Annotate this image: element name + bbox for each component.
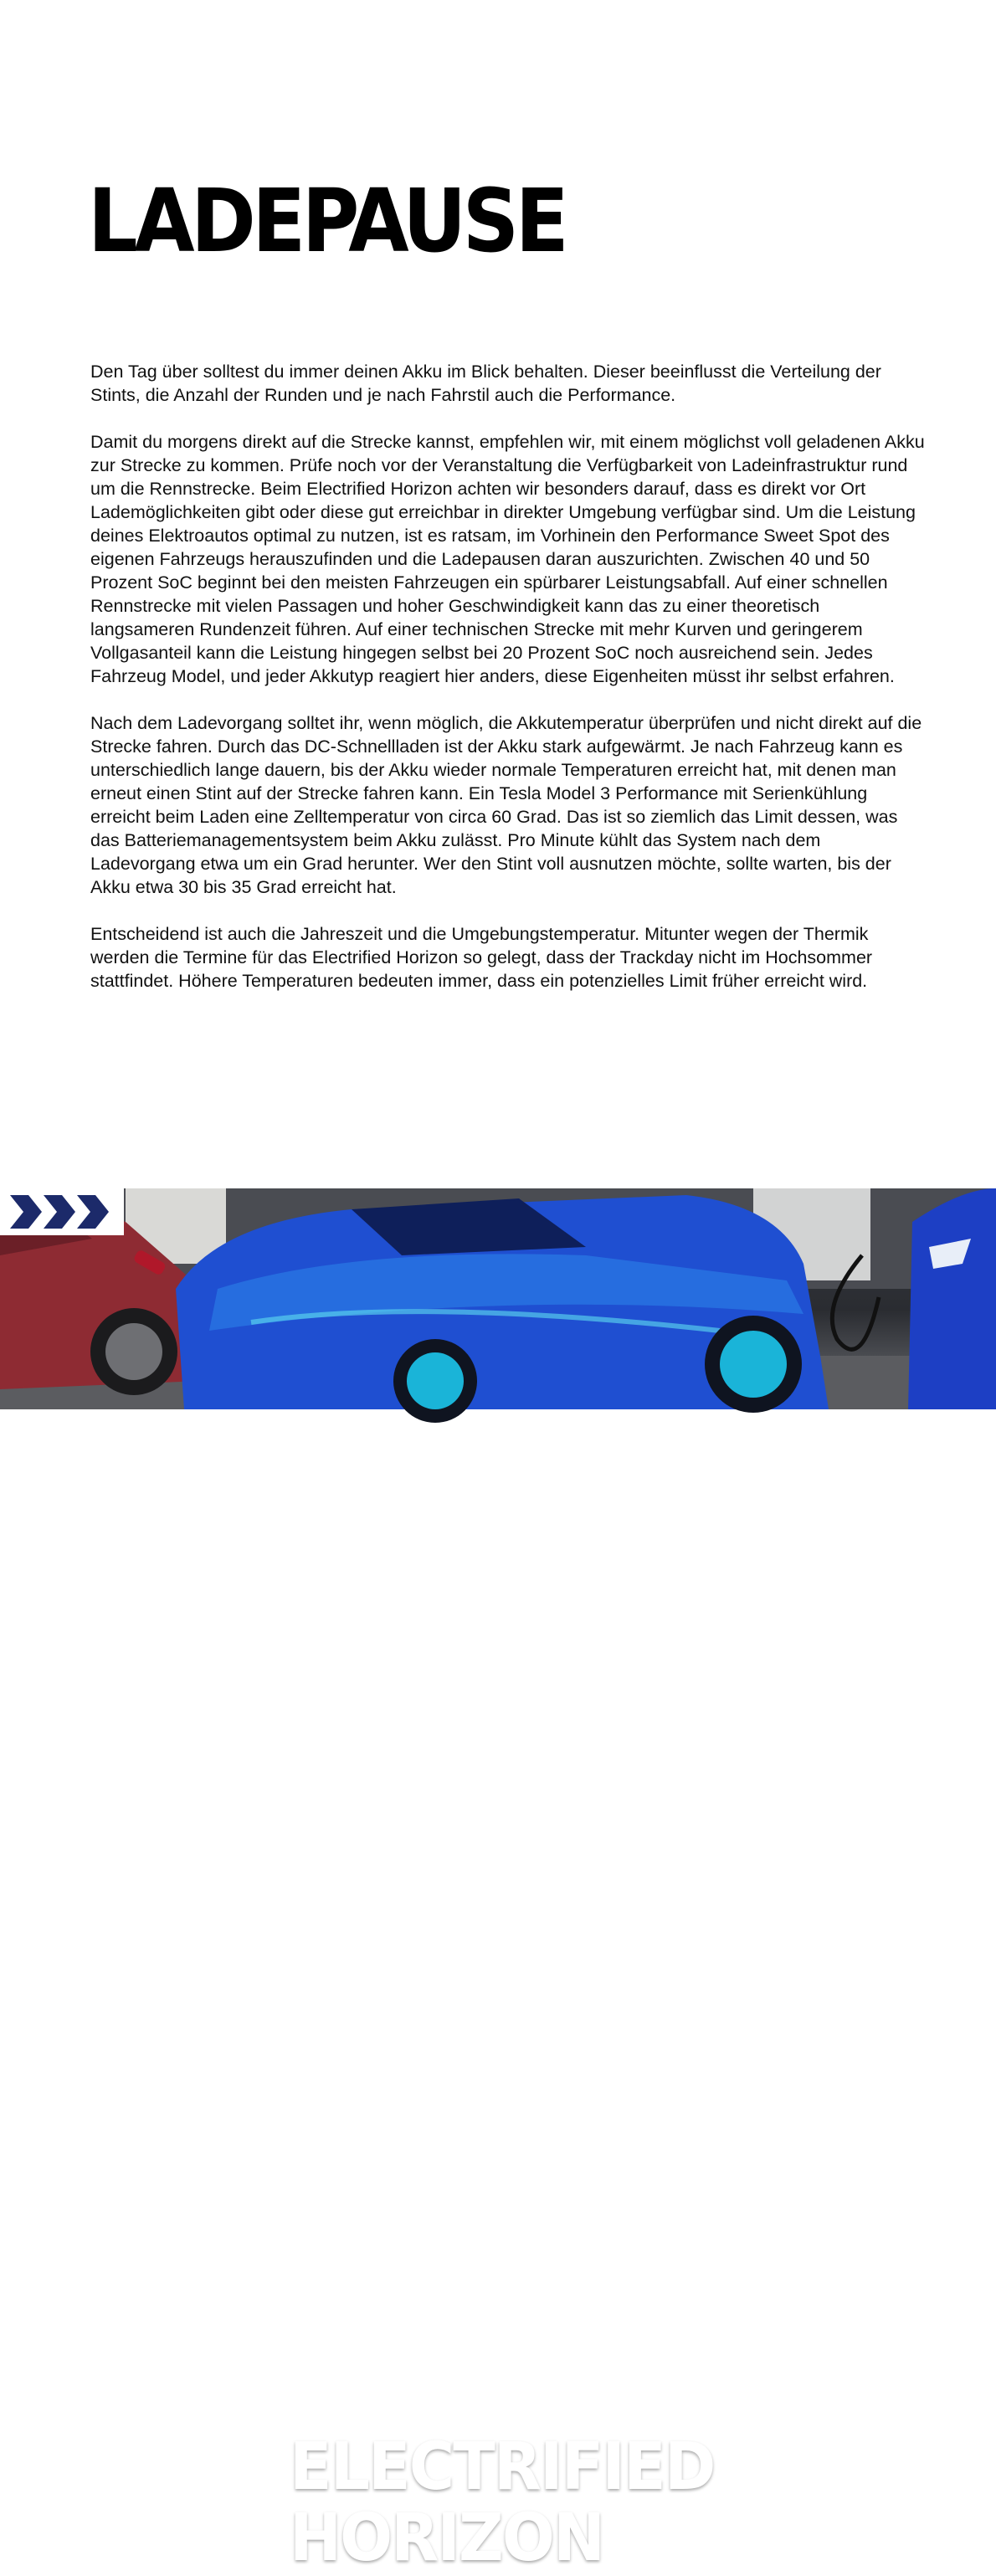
paragraph-season: Entscheidend ist auch die Jahreszeit und die Umgebungstemperatur. Mitunter wegen der Thermik werden die Termine für das Electrified Horizon so gelegt, dass der Trackday nicht im Hochsommer stattfindet. Höhere Temperaturen bedeuten immer, dass ein potenzielles Limit früher erreicht wird. — [90, 924, 873, 991]
red-car-rim — [105, 1323, 162, 1380]
paragraph-battery-temperature: Nach dem Ladevorgang solltet ihr, wenn möglich, die Akkutemperatur überprüfen und nicht direkt auf die Strecke fahren. Durch das DC-Schnellladen ist der Akku stark aufgewärmt. Je nach Fahrzeug kann es unterschiedlich lange dauern, bis der Akku wieder normale Temperaturen erreicht hat, mit denen man erneut einen Stint auf der Strecke fahren kann. Ein Tesla Model 3 Performance mit Serienkühlung erreicht beim Laden eine Zelltemperatur von circa 60 Grad. Das ist so ziemlich das Limit dessen, was das Batteriemanagementsystem beim Akku zulässt. Pro Minute kühlt das System nach dem Ladevorgang etwa um ein Grad herunter. Wer den Stint voll ausnutzen möchte, sollte warten, bis der Akku etwa 30 bis 35 Grad erreicht hat. — [90, 713, 922, 897]
article-body — [90, 360, 927, 1016]
logo-text-electrified: ELECTRIFIED — [290, 2430, 715, 2505]
paragraph-intro: Den Tag über solltest du immer deinen Akku im Blick behalten. Dieser beeinflusst die Verteilung der Stints, die Anzahl der Runden und je nach Fahrstil auch die Performance. — [90, 362, 881, 405]
right-car-body — [908, 1188, 996, 1409]
page-title: LADEPAUSE — [88, 170, 566, 272]
logo-text-horizon: HORIZON — [290, 2501, 604, 2576]
chevrons-right-icon — [0, 1188, 124, 1235]
footer-banner-photo — [0, 1188, 996, 2576]
blue-car-front-rim — [407, 1352, 464, 1409]
paragraph-charging-planning: Damit du morgens direkt auf die Strecke kannst, empfehlen wir, mit einem möglichst voll geladenen Akku zur Strecke zu kommen. Prüfe noch vor der Veranstaltung die Verfügbarkeit von Ladeinfrastruktur rund um die Rennstrecke. Beim Electrified Horizon achten wir besonders darauf, dass es direkt vor Ort Lademöglichkeiten gibt oder diese gut erreichbar in direkter Umgebung verfügbar sind. Um die Leistung deines Elektroautos optimal zu nutzen, ist es ratsam, im Vorhinein den Performance Sweet Spot des eigenen Fahrzeugs herauszufinden und die Ladepausen daran auszurichten. Zwischen 40 und 50 Prozent SoC beginnt bei den meisten Fahrzeugen ein spürbarer Leistungsabfall. Auf einer schnellen Rennstrecke mit vielen Passagen und hoher Geschwindigkeit kann das zu einer theoretisch langsameren Rundenzeit führen. Auf einer technischen Strecke mit mehr Kurven und geringerem Vollgasanteil kann die Leistung hingegen selbst bei 20 Prozent SoC noch ausreichend sein. Jedes Fahrzeug Model, und jeder Akkutyp reagiert hier anders, diese Eigenheiten müsst ihr selbst erfahren. — [90, 432, 925, 686]
banner-scene — [0, 1188, 996, 1409]
blue-car-rim — [720, 1331, 787, 1398]
